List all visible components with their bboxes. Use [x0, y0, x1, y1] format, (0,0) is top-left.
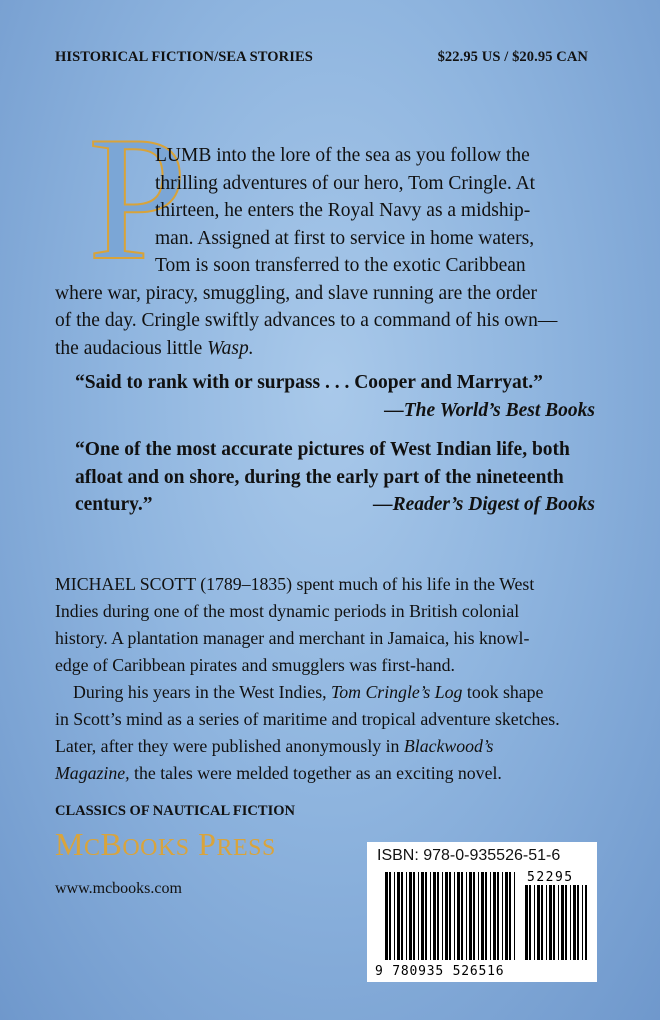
barcode-bar: [433, 872, 436, 960]
intro-last-text: the audacious little: [55, 337, 208, 359]
barcode-bar: [529, 885, 531, 960]
series-label: CLASSICS OF NAUTICAL FICTION: [55, 803, 295, 819]
barcode-bar: [534, 885, 535, 960]
barcode-bar: [490, 872, 491, 960]
barcode-bar: [454, 872, 455, 960]
barcode-bar: [541, 885, 543, 960]
barcode-bar: [558, 885, 559, 960]
barcode-bar: [502, 872, 503, 960]
quote-text: “Said to rank with or surpass . . . Cooper and Marryat.”: [75, 372, 543, 393]
bio-line: in Scott’s mind as a series of maritime and tropical adventure sketches.: [55, 709, 560, 729]
barcode-bar: [445, 872, 448, 960]
barcode-bar: [389, 872, 391, 960]
barcode-bar: [449, 872, 451, 960]
barcode-bar: [549, 885, 552, 960]
barcode-bar: [409, 872, 412, 960]
bio-line: edge of Caribbean pirates and smugglers was first-hand.: [55, 655, 455, 675]
book-title: Tom Cringle’s Log: [331, 682, 463, 702]
bio-line: history. A plantation manager and merchant in Jamaica, his knowl-: [55, 628, 530, 648]
category-label: HISTORICAL FICTION/SEA STORIES: [55, 49, 313, 65]
barcode-bar: [397, 872, 400, 960]
intro-line: thirteen, he enters the Royal Navy as a midship-: [155, 200, 531, 221]
barcode-bar: [478, 872, 479, 960]
barcode-bar: [469, 872, 472, 960]
barcode-bar: [461, 872, 463, 960]
intro-line-last: [55, 335, 615, 363]
barcode-bar: [473, 872, 475, 960]
barcode-ean-digits: 9 780935 526516: [375, 964, 505, 979]
logo-letters: RESS: [216, 835, 276, 861]
logo-letters: OOKS: [122, 835, 190, 861]
barcode-bar: [553, 885, 555, 960]
quote-source: —Reader’s Digest of Books: [373, 494, 595, 515]
quote-text: century.”: [75, 494, 153, 515]
barcode-bar: [514, 872, 515, 960]
barcode-bar: [401, 872, 403, 960]
intro-line: man. Assigned at first to service in home waters,: [155, 227, 535, 249]
quote-1: [75, 369, 595, 424]
barcode-bars-main: [385, 872, 515, 960]
barcode-bar: [437, 872, 439, 960]
barcode-bar: [505, 872, 508, 960]
barcode-bar: [406, 872, 407, 960]
intro-line: where war, piracy, smuggling, and slave running are the order: [55, 282, 538, 304]
barcode-bar: [485, 872, 487, 960]
price-label: $22.95 US / $20.95 CAN: [437, 49, 588, 65]
barcode-bar: [525, 885, 528, 960]
logo-letter: C: [83, 835, 101, 861]
barcode-bars-addon: [525, 885, 587, 960]
ship-name: Wasp.: [207, 337, 254, 359]
isbn-box: [367, 842, 597, 982]
barcode-bar: [421, 872, 424, 960]
barcode-bar: [442, 872, 443, 960]
bio-text: took shape: [462, 682, 544, 702]
intro-line: thrilling adventures of our hero, Tom Cringle. At: [155, 172, 536, 194]
barcode-bar: [509, 872, 511, 960]
intro-line: Tom is soon transferred to the exotic Caribbean: [155, 255, 526, 276]
barcode-bar: [385, 872, 388, 960]
intro-line: of the day. Cringle swiftly advances to a command of his own—: [55, 310, 558, 331]
barcode-bar: [577, 885, 579, 960]
barcode-bar: [570, 885, 571, 960]
bio-text: the tales were melded together as an exciting novel.: [129, 763, 502, 783]
barcode-addon-digits: 52295: [527, 870, 574, 885]
author-bio: [55, 571, 615, 787]
barcode-bar: [546, 885, 547, 960]
barcode-bar: [394, 872, 395, 960]
barcode-bar: [481, 872, 484, 960]
barcode-bar: [582, 885, 583, 960]
quote-text: “One of the most accurate pictures of West Indian life, both: [75, 439, 570, 460]
barcode-bar: [565, 885, 567, 960]
logo-letter: P: [198, 826, 217, 862]
barcode-bar: [418, 872, 419, 960]
intro-paragraph: [55, 142, 615, 362]
barcode-bar: [425, 872, 427, 960]
bio-line: [55, 733, 615, 760]
drop-cap: P: [88, 99, 187, 297]
bio-text: Later, after they were published anonymously in: [55, 736, 404, 756]
barcode-bar: [585, 885, 587, 960]
logo-letter: B: [100, 826, 123, 862]
barcode-bar: [457, 872, 460, 960]
quote-text: afloat and on shore, during the early part of the nineteenth: [75, 466, 564, 488]
isbn-label: ISBN: 978-0-935526-51-6: [377, 847, 561, 864]
barcode-bar: [466, 872, 467, 960]
barcode: [375, 870, 589, 980]
intro-line: LUMB into the lore of the sea as you follow the: [155, 145, 530, 166]
barcode-bar: [413, 872, 415, 960]
quote-source: —The World’s Best Books: [384, 399, 595, 421]
bio-line: Indies during one of the most dynamic periods in British colonial: [55, 601, 520, 621]
bio-line: [55, 679, 615, 706]
publisher-logo: [55, 826, 276, 863]
barcode-bar: [493, 872, 496, 960]
barcode-bar: [537, 885, 540, 960]
barcode-bar: [561, 885, 564, 960]
bio-text: During his years in the West Indies,: [73, 682, 332, 702]
magazine-title: Magazine,: [55, 763, 130, 783]
bio-line: MICHAEL SCOTT (1789–1835) spent much of his life in the West: [55, 574, 535, 594]
header-bar: [55, 49, 588, 66]
barcode-bar: [573, 885, 576, 960]
barcode-bar: [497, 872, 499, 960]
publisher-url[interactable]: www.mcbooks.com: [55, 880, 182, 897]
bio-line: [55, 760, 615, 787]
logo-letter: M: [55, 826, 84, 862]
barcode-bar: [430, 872, 431, 960]
quote-2: [75, 436, 595, 519]
magazine-title: Blackwood’s: [403, 736, 494, 756]
